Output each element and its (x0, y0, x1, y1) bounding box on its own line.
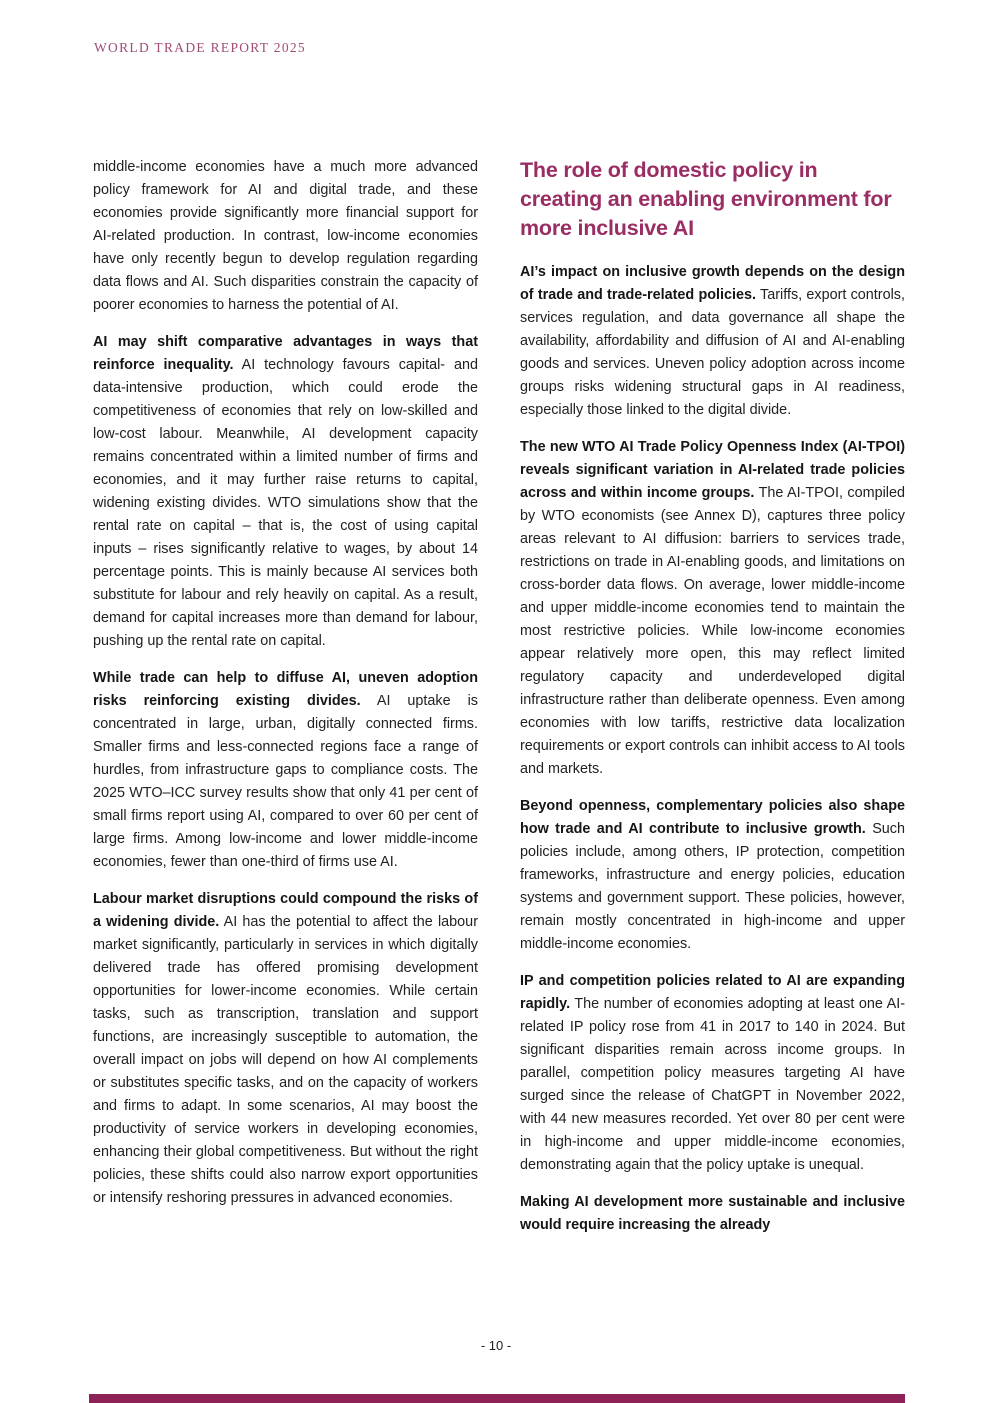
paragraph-text: AI has the potential to affect the labour market significantly, particularly in services in which digitally delivered trade has offered promising development opportunities for lower-income economies. While certain tasks, such as transcription, translation and support functions, are increasingly susceptible to automation, the overall impact on jobs will depend on how AI complements or substitutes specific tasks, and on the capacity of workers and firms to adapt. In some scenarios, AI may boost the productivity of service workers in developing economies, enhancing their global competitiveness. But without the right policies, these shifts could also narrow export opportunities or intensify reshoring pressures in advanced economies. (93, 914, 478, 1206)
paragraph-text: The number of economies adopting at least one AI-related IP policy rose from 41 in 2017 to 140 in 2024. But significant disparities remain across income groups. In parallel, competition policy measures targeting AI have surged since the release of ChatGPT in November 2022, with 44 new measures recorded. Yet over 80 per cent were in high-income and upper middle-income economies, demonstrating again that the policy uptake is unequal. (520, 996, 905, 1173)
paragraph-text: AI uptake is concentrated in large, urban, digitally connected firms. Smaller firms and less-connected regions face a range of hurdles, from infrastructure gaps to compliance costs. The 2025 WTO–ICC survey results show that only 41 per cent of small firms report using AI, compared to over 60 per cent of large firms. Among low-income and lower middle-income economies, fewer than one-third of firms use AI. (93, 693, 478, 870)
paragraph-text: AI technology favours capital- and data-intensive production, which could erode the competitiveness of economies that rely on low-skilled and low-cost labour. Meanwhile, AI development capacity remains concentrated within a limited number of firms and economies, and it may further raise returns to capital, widening existing divides. WTO simulations show that the rental rate on capital – that is, the cost of using capital inputs – rises significantly relative to wages, by about 14 percentage points. This is mainly because AI services both substitute for labour and rely heavily on capital. As a result, demand for capital increases more than demand for labour, pushing up the rental rate on capital. (93, 357, 478, 649)
paragraph (520, 1191, 905, 1237)
paragraph (93, 667, 478, 874)
paragraph-lead: AI’s impact on inclusive growth depends on the design of trade and trade-related policies. (520, 264, 905, 303)
paragraph (520, 261, 905, 422)
paragraph-lead: While trade can help to diffuse AI, uneven adoption risks reinforcing existing divides. (93, 670, 478, 709)
paragraph-text: Tariffs, export controls, services regulation, and data governance all shape the availability, affordability and diffusion of AI and AI-enabling goods and services. Uneven policy adoption across income groups risks widening structural gaps in AI readiness, especially those linked to the digital divide. (520, 287, 905, 418)
paragraph-lead: Beyond openness, complementary policies also shape how trade and AI contribute to inclusive growth. (520, 798, 905, 837)
paragraph-lead: IP and competition policies related to AI are expanding rapidly. (520, 973, 905, 1012)
paragraph (520, 436, 905, 781)
paragraph (520, 795, 905, 956)
left-column (93, 156, 478, 1251)
paragraph (93, 331, 478, 653)
paragraph-lead: The new WTO AI Trade Policy Openness Index (AI-TPOI) reveals significant variation in AI-related trade policies across and within income groups. (520, 439, 905, 501)
paragraph-text: Such policies include, among others, IP protection, competition frameworks, infrastructure and energy policies, education systems and government support. These policies, however, remain mostly concentrated in high-income and upper middle-income economies. (520, 821, 906, 952)
bottom-accent-bar (89, 1394, 905, 1403)
paragraph (93, 156, 478, 317)
right-column (520, 156, 905, 1251)
paragraph-text: middle-income economies have a much more advanced policy framework for AI and digital trade, and these economies provide significantly more financial support for AI-related production. In contrast, low-income economies have only recently begun to develop regulation regarding data flows and AI. Such disparities constrain the capacity of poorer economies to harness the potential of AI. (93, 159, 478, 313)
paragraph-lead: Making AI development more sustainable and inclusive would require increasing the already (520, 1194, 905, 1233)
report-title: WORLD TRADE REPORT 2025 (94, 40, 306, 55)
two-column-layout (93, 156, 905, 1251)
paragraph-lead: Labour market disruptions could compound the risks of a widening divide. (93, 891, 478, 930)
paragraph-text: The AI-TPOI, compiled by WTO economists (see Annex D), captures three policy areas relevant to AI diffusion: barriers to services trade, restrictions on trade in AI-enabling goods, and limitations on cross-border data flows. On average, lower middle-income and upper middle-income economies tend to maintain the most restrictive policies. While low-income economies appear relatively more open, this may reflect limited regulatory capacity and underdeveloped digital infrastructure rather than deliberate openness. Even among economies with low tariffs, restrictive data localization requirements or export controls can inhibit access to AI tools and markets. (520, 485, 905, 777)
paragraph-lead: AI may shift comparative advantages in ways that reinforce inequality. (93, 334, 478, 373)
page-number: - 10 - (480, 1338, 512, 1353)
paragraph (520, 970, 905, 1177)
section-heading: The role of domestic policy in creating an enabling environment for more inclusive AI (520, 158, 892, 240)
paragraph (93, 888, 478, 1210)
